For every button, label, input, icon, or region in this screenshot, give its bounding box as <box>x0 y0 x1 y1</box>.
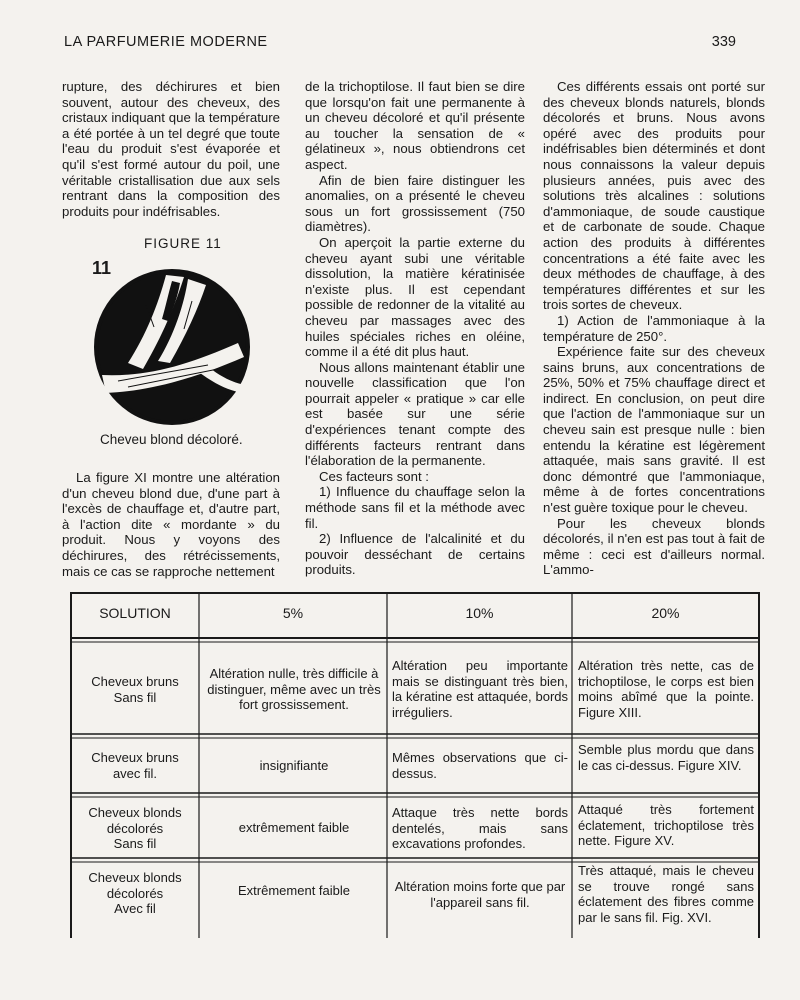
row-label-line: Cheveux blonds <box>88 870 182 885</box>
paragraph: Nous allons maintenant établir une nouvelle classification que l'on pourrait appeler « pratique » car elle est basée sur une série d'expériences tenant compte des différents facteurs rentrant dans l'élaboration de la permanente. <box>305 359 525 469</box>
table-cell: Attaque très nette bords dentelés, mais sans excavations profondes. <box>392 805 568 851</box>
column-1-bottom <box>62 470 280 579</box>
table-cell: Altération nulle, très difficile à distinguer, même avec un très fort grossissement. <box>207 666 381 712</box>
table-cell: extrêmement faible <box>238 820 350 835</box>
row-label <box>74 870 196 917</box>
paragraph: Ces différents essais ont porté sur des cheveux blonds naturels, blonds décolorés et bruns. Nous avons opéré avec des produits pour indéfrisables bien déterminés et dont nous connaissons la valeur depuis plusieurs années, puis avec des solutions très alcalines : solutions d'ammoniaque, de soude caustique et de carbonate de soude. Chaque action des produits à différentes concentrations a été faite avec les deux méthodes de chauffage, à des températures différentes et sur les trois sortes de cheveux. <box>543 79 765 313</box>
figure-number: 11 <box>92 258 112 278</box>
paragraph: 1) Action de l'ammoniaque à la température de 250°. <box>543 312 765 344</box>
row-label <box>74 805 196 852</box>
row-label-line: Cheveux bruns <box>91 750 179 765</box>
paragraph: La figure XI montre une altération d'un cheveu blond due, d'une part à l'excès de chauffage et, d'autre part, à l'action dite « mordante » du produit. Nous y voyons des déchirures, des rétrécissements, mais ce cas se rapproche nettement <box>62 470 280 579</box>
row-label-line: Sans fil <box>113 689 157 705</box>
paragraph: 1) Influence du chauffage selon la méthode sans fil et la méthode avec fil. <box>305 484 525 531</box>
row-label-line: Cheveux blonds <box>88 805 182 820</box>
table-cell: Attaqué très fortement éclatement, trichoptilose très nette. Figure XV. <box>578 802 754 848</box>
row-label-line: Avec fil <box>114 901 156 916</box>
figure-hair-micrograph <box>88 265 256 425</box>
row-label-line: décolorés <box>106 885 164 901</box>
header-solution: SOLUTION <box>99 605 171 621</box>
column-1-top <box>62 79 280 219</box>
table-cell: Très attaqué, mais le cheveu se trouve rongé sans éclatement des fibres comme par le sans fil. Fig. XVI. <box>578 863 754 925</box>
results-table <box>70 592 760 938</box>
table-cell: Extrêmement faible <box>238 883 350 898</box>
table-cell: Altération très nette, cas de trichoptilose, le corps est bien moins abîmé que la pointe. Figure XIII. <box>578 658 754 720</box>
table-cell: Altération peu importante mais se distinguant très bien, la kératine est attaquée, bords irréguliers. <box>392 658 568 720</box>
paragraph: Ces facteurs sont : <box>319 468 429 484</box>
paragraph: de la trichoptilose. Il faut bien se dire que lorsqu'on fait une permanente à un cheveu décoloré et qu'il présente au toucher la sensation de « gélatineux », nous obtiendrons cet aspect. <box>305 79 525 172</box>
row-label-line: Cheveux bruns <box>91 674 179 689</box>
table-cell: Semble plus mordu que dans le cas ci-dessus. Figure XIV. <box>578 742 754 773</box>
paragraph: rupture, des déchirures et bien souvent, autour des cheveux, des cristaux indiquant que la température a été portée à un tel degré que toute l'eau du produit s'est évaporée et qu'il s'est formé autour du poil, une véritable cristallisation due aux sels rentrant dans la composition des produits pour indéfrisables. <box>62 79 280 219</box>
paragraph: Afin de bien faire distinguer les anomalies, on a présenté le cheveu sous un fort grossissement (750 diamètres). <box>305 172 525 235</box>
paragraph: Expérience faite sur des cheveux sains bruns, aux concentrations de 25%, 50% et 75% chauffage direct et indirect. En conclusion, on peut dire que l'action de l'ammoniaque sur un cheveu sain est presque nulle : bien entendu la kératine est légèrement attaquée, mais sans gravité. Il est donc démontré que l'ammoniaque, même à de fortes concentrations n'est guère toxique pour le cheveu. <box>543 344 765 516</box>
row-label-line: avec fil. <box>112 765 158 781</box>
figure-caption: Cheveu blond décoloré. <box>100 432 243 447</box>
row-label <box>74 674 196 705</box>
column-3 <box>543 79 765 578</box>
table-cell: insignifiante <box>259 758 329 773</box>
journal-title: LA PARFUMERIE MODERNE <box>64 34 268 50</box>
row-label-line: Sans fil <box>113 836 157 851</box>
header-20-percent: 20% <box>651 605 680 621</box>
paragraph: On aperçoit la partie externe du cheveu ayant subi une véritable dissolution, la matière kératinisée n'existe plus. Il est cependant possible de redonner de la vitalité au cheveu par massages avec des huiles spéciales riches en oléine, comme il a été dit plus haut. <box>305 234 525 360</box>
column-2 <box>305 79 525 578</box>
page-number: 339 <box>711 34 736 50</box>
table-cell: Mêmes observations que ci-dessus. <box>392 750 568 781</box>
page-header <box>64 34 736 54</box>
header-5-percent: 5% <box>282 605 304 621</box>
row-label <box>74 750 196 781</box>
figure-label: FIGURE 11 <box>144 236 222 251</box>
paragraph: Pour les cheveux blonds décolorés, il n'en est pas tout à fait de même : ceci est d'ailleurs normal. L'ammo- <box>543 515 765 578</box>
header-10-percent: 10% <box>465 605 494 621</box>
paragraph: 2) Influence de l'alcalinité et du pouvoir desséchant de certains produits. <box>305 531 525 578</box>
row-label-line: décolorés <box>106 820 164 836</box>
table-cell: Altération moins forte que par l'appareil sans fil. <box>394 879 566 910</box>
